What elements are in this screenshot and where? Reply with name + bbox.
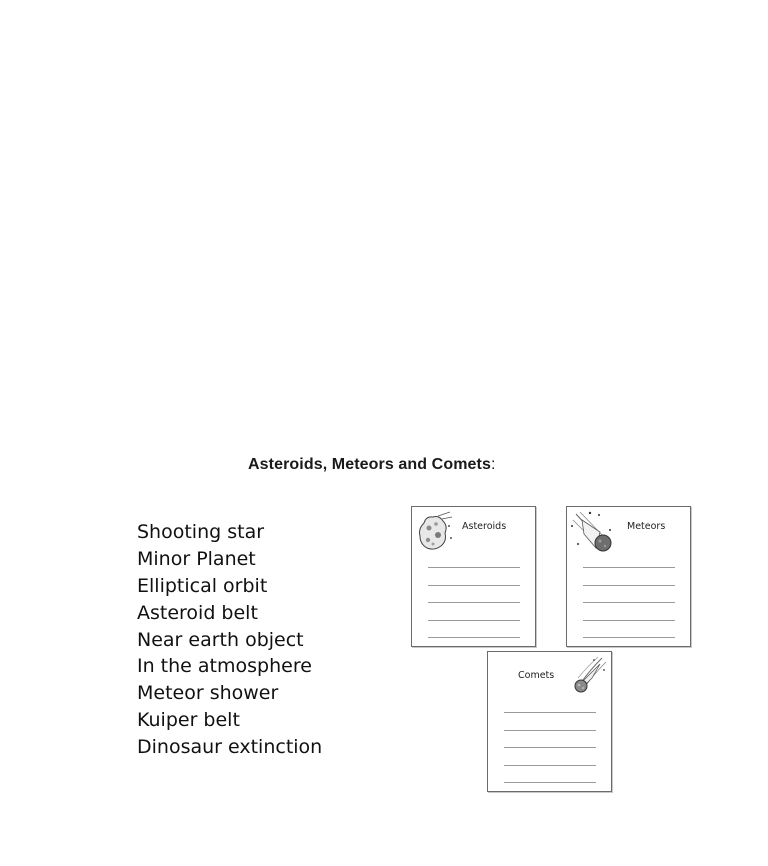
answer-line: [504, 765, 596, 766]
meteors-answer-lines: [583, 567, 675, 655]
worksheet-title: [248, 456, 496, 474]
word-bank-item: Near earth object: [137, 628, 304, 651]
answer-line: [428, 637, 520, 638]
answer-line: [428, 567, 520, 568]
meteors-card-title: Meteors: [627, 521, 666, 532]
answer-line: [504, 712, 596, 713]
answer-line: [583, 637, 675, 638]
word-bank: [137, 519, 322, 761]
meteors-card: [566, 506, 691, 647]
word-bank-item: Dinosaur extinction: [137, 736, 323, 759]
answer-line: [428, 620, 520, 621]
comets-card: [487, 651, 612, 792]
answer-line: [583, 620, 675, 621]
answer-line: [504, 747, 596, 748]
word-bank-item: Elliptical orbit: [137, 574, 268, 597]
comets-answer-lines: [504, 712, 596, 800]
word-bank-item: Shooting star: [137, 521, 265, 543]
asteroids-answer-lines: [428, 567, 520, 655]
answer-line: [428, 585, 520, 586]
word-bank-item: Asteroid belt: [137, 601, 258, 624]
comets-card-title: Comets: [518, 670, 555, 681]
answer-line: [428, 602, 520, 603]
asteroid-icon: [416, 511, 454, 555]
word-bank-item: Meteor shower: [137, 682, 279, 705]
answer-line: [583, 567, 675, 568]
comet-icon: [572, 656, 608, 696]
asteroids-card-title: Asteroids: [462, 521, 507, 532]
title-colon: :: [490, 456, 496, 473]
word-bank-item: In the atmosphere: [137, 655, 312, 678]
asteroids-card: [411, 506, 536, 647]
answer-line: [583, 585, 675, 586]
title-text: Asteroids, Meteors and Comets: [248, 456, 491, 473]
word-bank-item: Kuiper belt: [137, 709, 240, 732]
answer-line: [504, 782, 596, 783]
word-bank-item: Minor Planet: [137, 547, 256, 570]
answer-line: [583, 602, 675, 603]
meteor-icon: [570, 510, 620, 554]
answer-line: [504, 730, 596, 731]
